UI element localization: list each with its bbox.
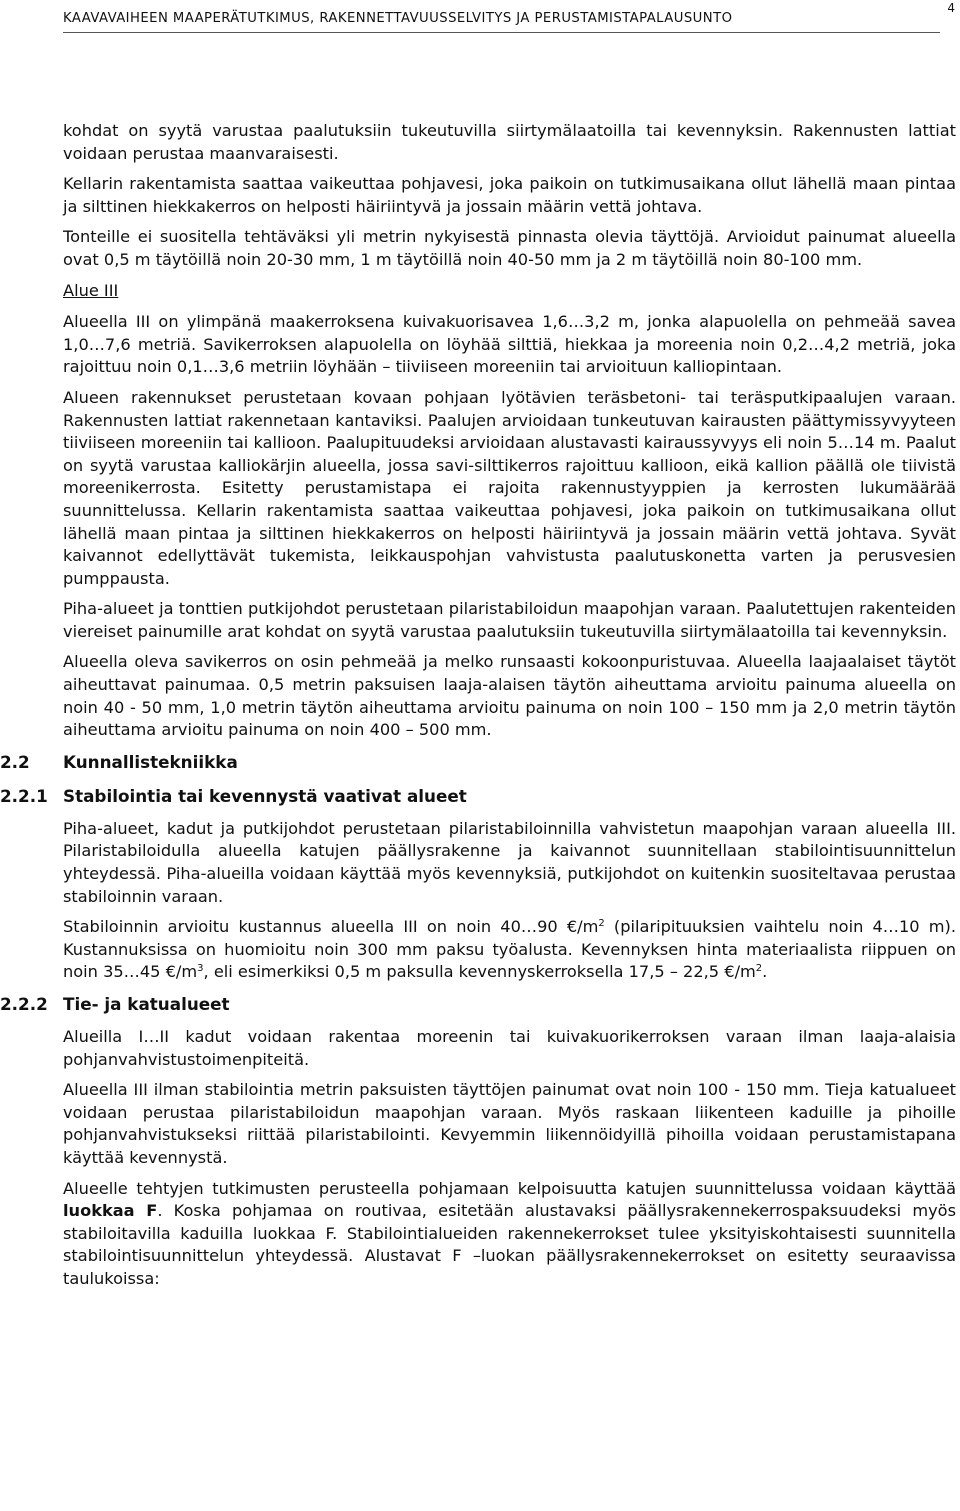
text-run: /m xyxy=(734,962,756,982)
paragraph: Piha-alueet ja tonttien putkijohdot perustetaan pilaristabiloidun maapohjan varaan. Paalutettujen rakenteiden viereiset painumille arat kohdat on syytä varustaa paalutuksiin tukeutuvilla siirtymälaatoilla tai kevennyksin. xyxy=(63,599,956,641)
paragraph: Alueella oleva savikerros on osin pehmeää ja melko runsaasti kokoonpuristuvaa. Alueella laajaalaiset täytöt aiheuttavat painumaa. 0,5 metrin paksuisen laaja-alaisen täytön aiheuttama arvioitu painuma alueella on noin 40 - 50 mm, 1,0 metrin täytön aiheuttama arvioitu painuma on noin 100 – 150 mm ja 2,0 metrin täytön aiheuttama arvioitu painuma on noin 400 – 500 mm. xyxy=(63,652,956,740)
text-run: . xyxy=(762,962,768,982)
document-body xyxy=(0,120,956,1299)
paragraph: Alueella III ilman stabilointia metrin paksuisten täyttöjen painumat ovat noin 100 - 150 mm. Tieja katualueet voidaan perustaa pilaristabiloidun maapohjan varaan. Myös raskaan liikenteen kaduille ja pihoille pohjanvahvistukseksi riittää pilaristabilointi. Kevyemmin liikennöidyillä pihoilla voidaan perustamistapana käyttää kevennystä. xyxy=(63,1080,956,1167)
text-run: Stabiloinnin arvioitu kustannus alueella III on noin 40…90 xyxy=(63,917,567,937)
superscript: 2 xyxy=(598,918,605,930)
text-run: . Koska pohjamaa on routivaa, esitetään alustavaksi päällysrakennekerrospaksuudeksi myös stabiloitavilla kaduilla luokkaa F. Stabilointialueiden rakennekerrokset tulee yksityiskohtaisesti suunnitella stabilointisuunnittelun yhteydessä. Alustavat F –luokan päällysrakennekerrokset on esitetty seuraavissa taulukoissa: xyxy=(63,1201,956,1288)
section-heading-2-2-1 xyxy=(0,784,956,808)
paragraph: Alueilla I…II kadut voidaan rakentaa moreenin tai kuivakuorikerroksen varaan ilman laaja-alaisia pohjanvahvistustoimenpiteitä. xyxy=(63,1027,956,1069)
euro-symbol: € xyxy=(724,962,735,982)
paragraph: Alueella III on ylimpänä maakerroksena kuivakuorisavea 1,6…3,2 m, jonka alapuolella on pehmeää savea 1,0…7,6 metriä. Savikerroksen alapuolella on löyhää silttiä, hiekkaa ja moreenia noin 0,2…4,2 metriä, joka rajoittuu noin 0,1…3,6 metriin löyhään – tiiviiseen moreeniin tai arvioituun kalliopintaan. xyxy=(63,312,956,377)
section-number: 2.2.2 xyxy=(0,994,48,1014)
section-number: 2.2.1 xyxy=(0,785,48,806)
text-run: Alueelle tehtyjen tutkimusten perusteella pohjamaan kelpoisuutta katujen suunnittelussa voidaan käyttää xyxy=(63,1178,956,1198)
paragraph: Alueen rakennukset perustetaan kovaan pohjaan lyötävien teräsbetoni- tai teräsputkipaalujen varaan. Rakennusten lattiat rakennetaan kantaviksi. Paalujen arvioidaan tunkeutuvan kairausten päättymissyvyyteen tiiviiseen moreeniin tai kallioon. Paalupituudeksi arvioidaan alustavasti kairaussyvyys eli noin 5…14 m. Paalut on syytä varustaa kalliokärjin alueella, jossa savi-silttikerros rajoittuu kallioon, eikä kallion päällä ole tiivistä moreenikerrosta. Esitetty perustamistapa ei rajoita rakennustyyppien ja kerrosten lukumäärää suunnittelussa. Kellarin rakentamista saattaa vaikeuttaa pohjavesi, joka paikoin on tutkimusaikana ollut lähellä maan pintaa ja silttinen hiekkakerros on helposti häiriintyvä ja jossain määrin vettä johtava. Syvät kaivannot edellyttävät tukemista, leikkauspohjan vahvistusta paalutuskonetta varten ja perusvesien pumppausta. xyxy=(63,387,956,588)
page-number: 4 xyxy=(947,1,955,15)
paragraph xyxy=(63,1178,956,1291)
section-number: 2.2 xyxy=(0,751,30,772)
euro-symbol: € xyxy=(566,917,578,937)
text-run: /m xyxy=(175,962,198,982)
paragraph: kohdat on syytä varustaa paalutuksiin tukeutuvilla siirtymälaatoilla tai kevennyksin. Rakennusten lattiat voidaan perustaa maanvaraisesti. xyxy=(63,121,956,163)
text-run: (pilaripituuksien vaihtelu noin 4…10 m). Kustannuksissa on huomioitu noin 300 mm paksu työalusta. Kevennyksen hinta materiaalista riippuen on noin 35…45 xyxy=(63,917,956,982)
superscript: 2 xyxy=(755,963,763,975)
bold-term: luokkaa F xyxy=(63,1201,158,1221)
section-title: Stabilointia tai kevennystä vaativat alueet xyxy=(63,785,467,806)
section-heading-2-2-2 xyxy=(0,992,956,1016)
section-title: Kunnallistekniikka xyxy=(63,751,238,772)
paragraph: Piha-alueet, kadut ja putkijohdot perustetaan pilaristabiloinnilla vahvistetun maapohjan varaan alueella III. Pilaristabiloidulla alueella katujen päällysrakenne ja kaivannot suunnitellaan stabilointisuunnittelun yhteydessä. Piha-alueilla voidaan käyttää myös kevennyksiä, putkijohdot on kuitenkin suositeltavaa perustaa stabiloinnin varaan. xyxy=(63,818,956,906)
paragraph-cost xyxy=(63,916,956,984)
running-header: KAAVAVAIHEEN MAAPERÄTUTKIMUS, RAKENNETTAVUUSSELVITYS JA PERUSTAMISTAPALAUSUNTO xyxy=(63,11,940,33)
paragraph: Kellarin rakentamista saattaa vaikeuttaa pohjavesi, joka paikoin on tutkimusaikana ollut lähellä maan pintaa ja silttinen hiekkakerros on helposti häiriintyvä ja jossain määrin vettä johtava. xyxy=(63,174,956,216)
paragraph: Tonteille ei suositella tehtäväksi yli metrin nykyisestä pinnasta olevia täyttöjä. Arvioidut painumat alueella ovat 0,5 m täytöillä noin 20-30 mm, 1 m täytöillä noin 40-50 mm ja 2 m täytöillä noin 80-100 mm. xyxy=(63,227,956,269)
superscript: 3 xyxy=(197,963,204,975)
section-title: Tie- ja katualueet xyxy=(63,994,230,1014)
euro-symbol: € xyxy=(165,962,176,982)
subheading-alue-iii: Alue III xyxy=(63,280,119,300)
text-run: /m xyxy=(577,917,599,937)
section-heading-2-2 xyxy=(0,750,956,774)
text-run: , eli esimerkiksi 0,5 m paksulla kevennyskerroksella 17,5 – 22,5 xyxy=(203,962,725,982)
